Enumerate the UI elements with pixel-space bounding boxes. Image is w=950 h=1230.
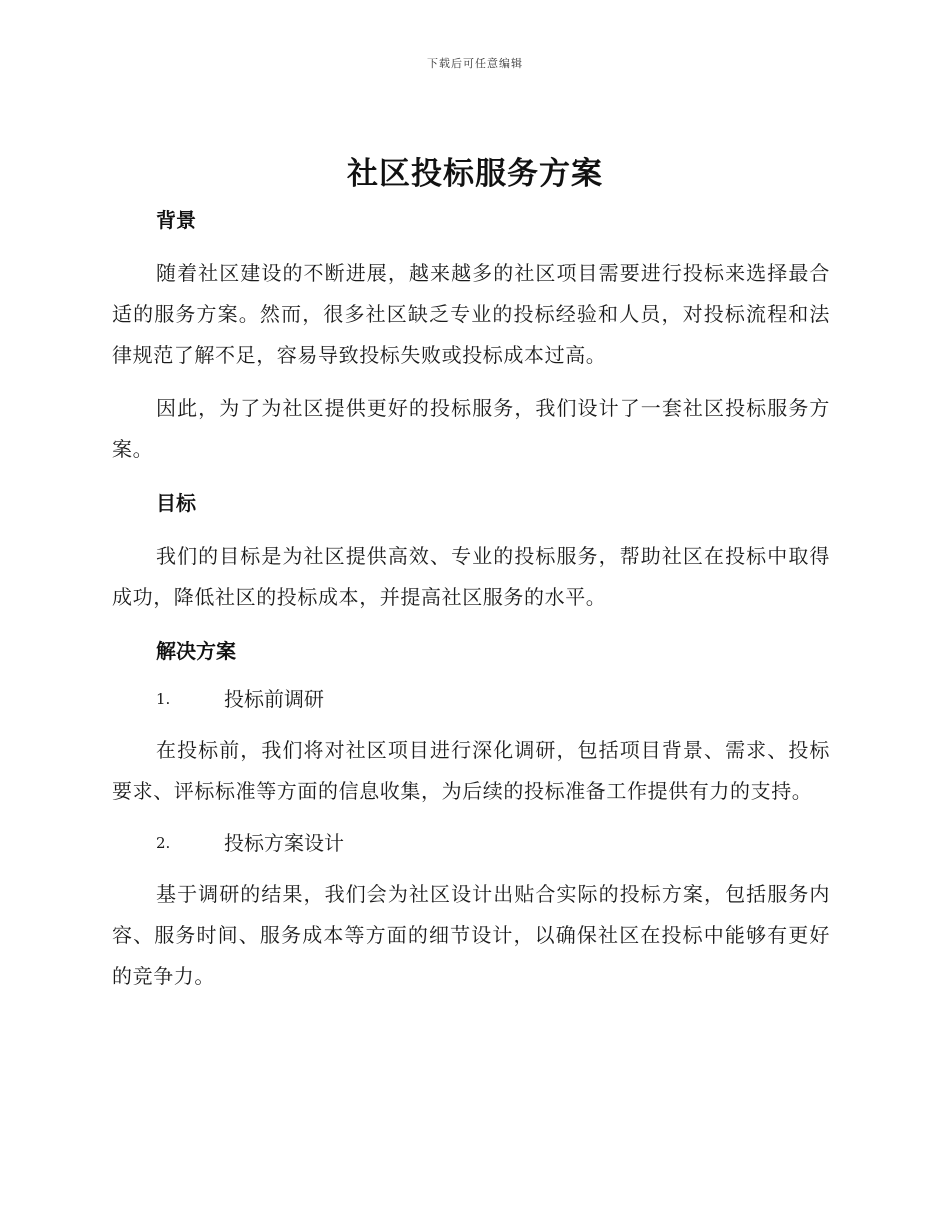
- header-note: 下载后可任意编辑: [427, 57, 523, 70]
- list-item-title: 投标方案设计: [224, 831, 344, 855]
- goal-paragraph: 我们的目标是为社区提供高效、专业的投标服务，帮助社区在投标中取得成功，降低社区的投标成本，并提高社区服务的水平。: [112, 544, 830, 609]
- list-item: [156, 828, 830, 858]
- document-title: 社区投标服务方案: [347, 156, 603, 192]
- solution-paragraph-1: 在投标前，我们将对社区项目进行深化调研，包括项目背景、需求、投标要求、评标标准等方面的信息收集，为后续的投标准备工作提供有力的支持。: [112, 738, 830, 803]
- section-heading-goal: 目标: [156, 491, 196, 515]
- section-heading-background: 背景: [156, 208, 196, 232]
- section-heading-solution: 解决方案: [156, 639, 236, 663]
- background-paragraph-1: 随着社区建设的不断进展，越来越多的社区项目需要进行投标来选择最合适的服务方案。然而，很多社区缺乏专业的投标经验和人员，对投标流程和法律规范了解不足，容易导致投标失败或投标成本过高。: [112, 261, 830, 367]
- list-item-title: 投标前调研: [224, 687, 324, 711]
- document-body: [112, 205, 830, 997]
- solution-paragraph-2: 基于调研的结果，我们会为社区设计出贴合实际的投标方案，包括服务内容、服务时间、服务成本等方面的细节设计，以确保社区在投标中能够有更好的竞争力。: [112, 882, 830, 988]
- list-number: 2.: [156, 834, 171, 852]
- list-number: 1.: [156, 690, 171, 708]
- background-paragraph-2: 因此，为了为社区提供更好的投标服务，我们设计了一套社区投标服务方案。: [112, 396, 830, 461]
- list-item: [156, 684, 830, 714]
